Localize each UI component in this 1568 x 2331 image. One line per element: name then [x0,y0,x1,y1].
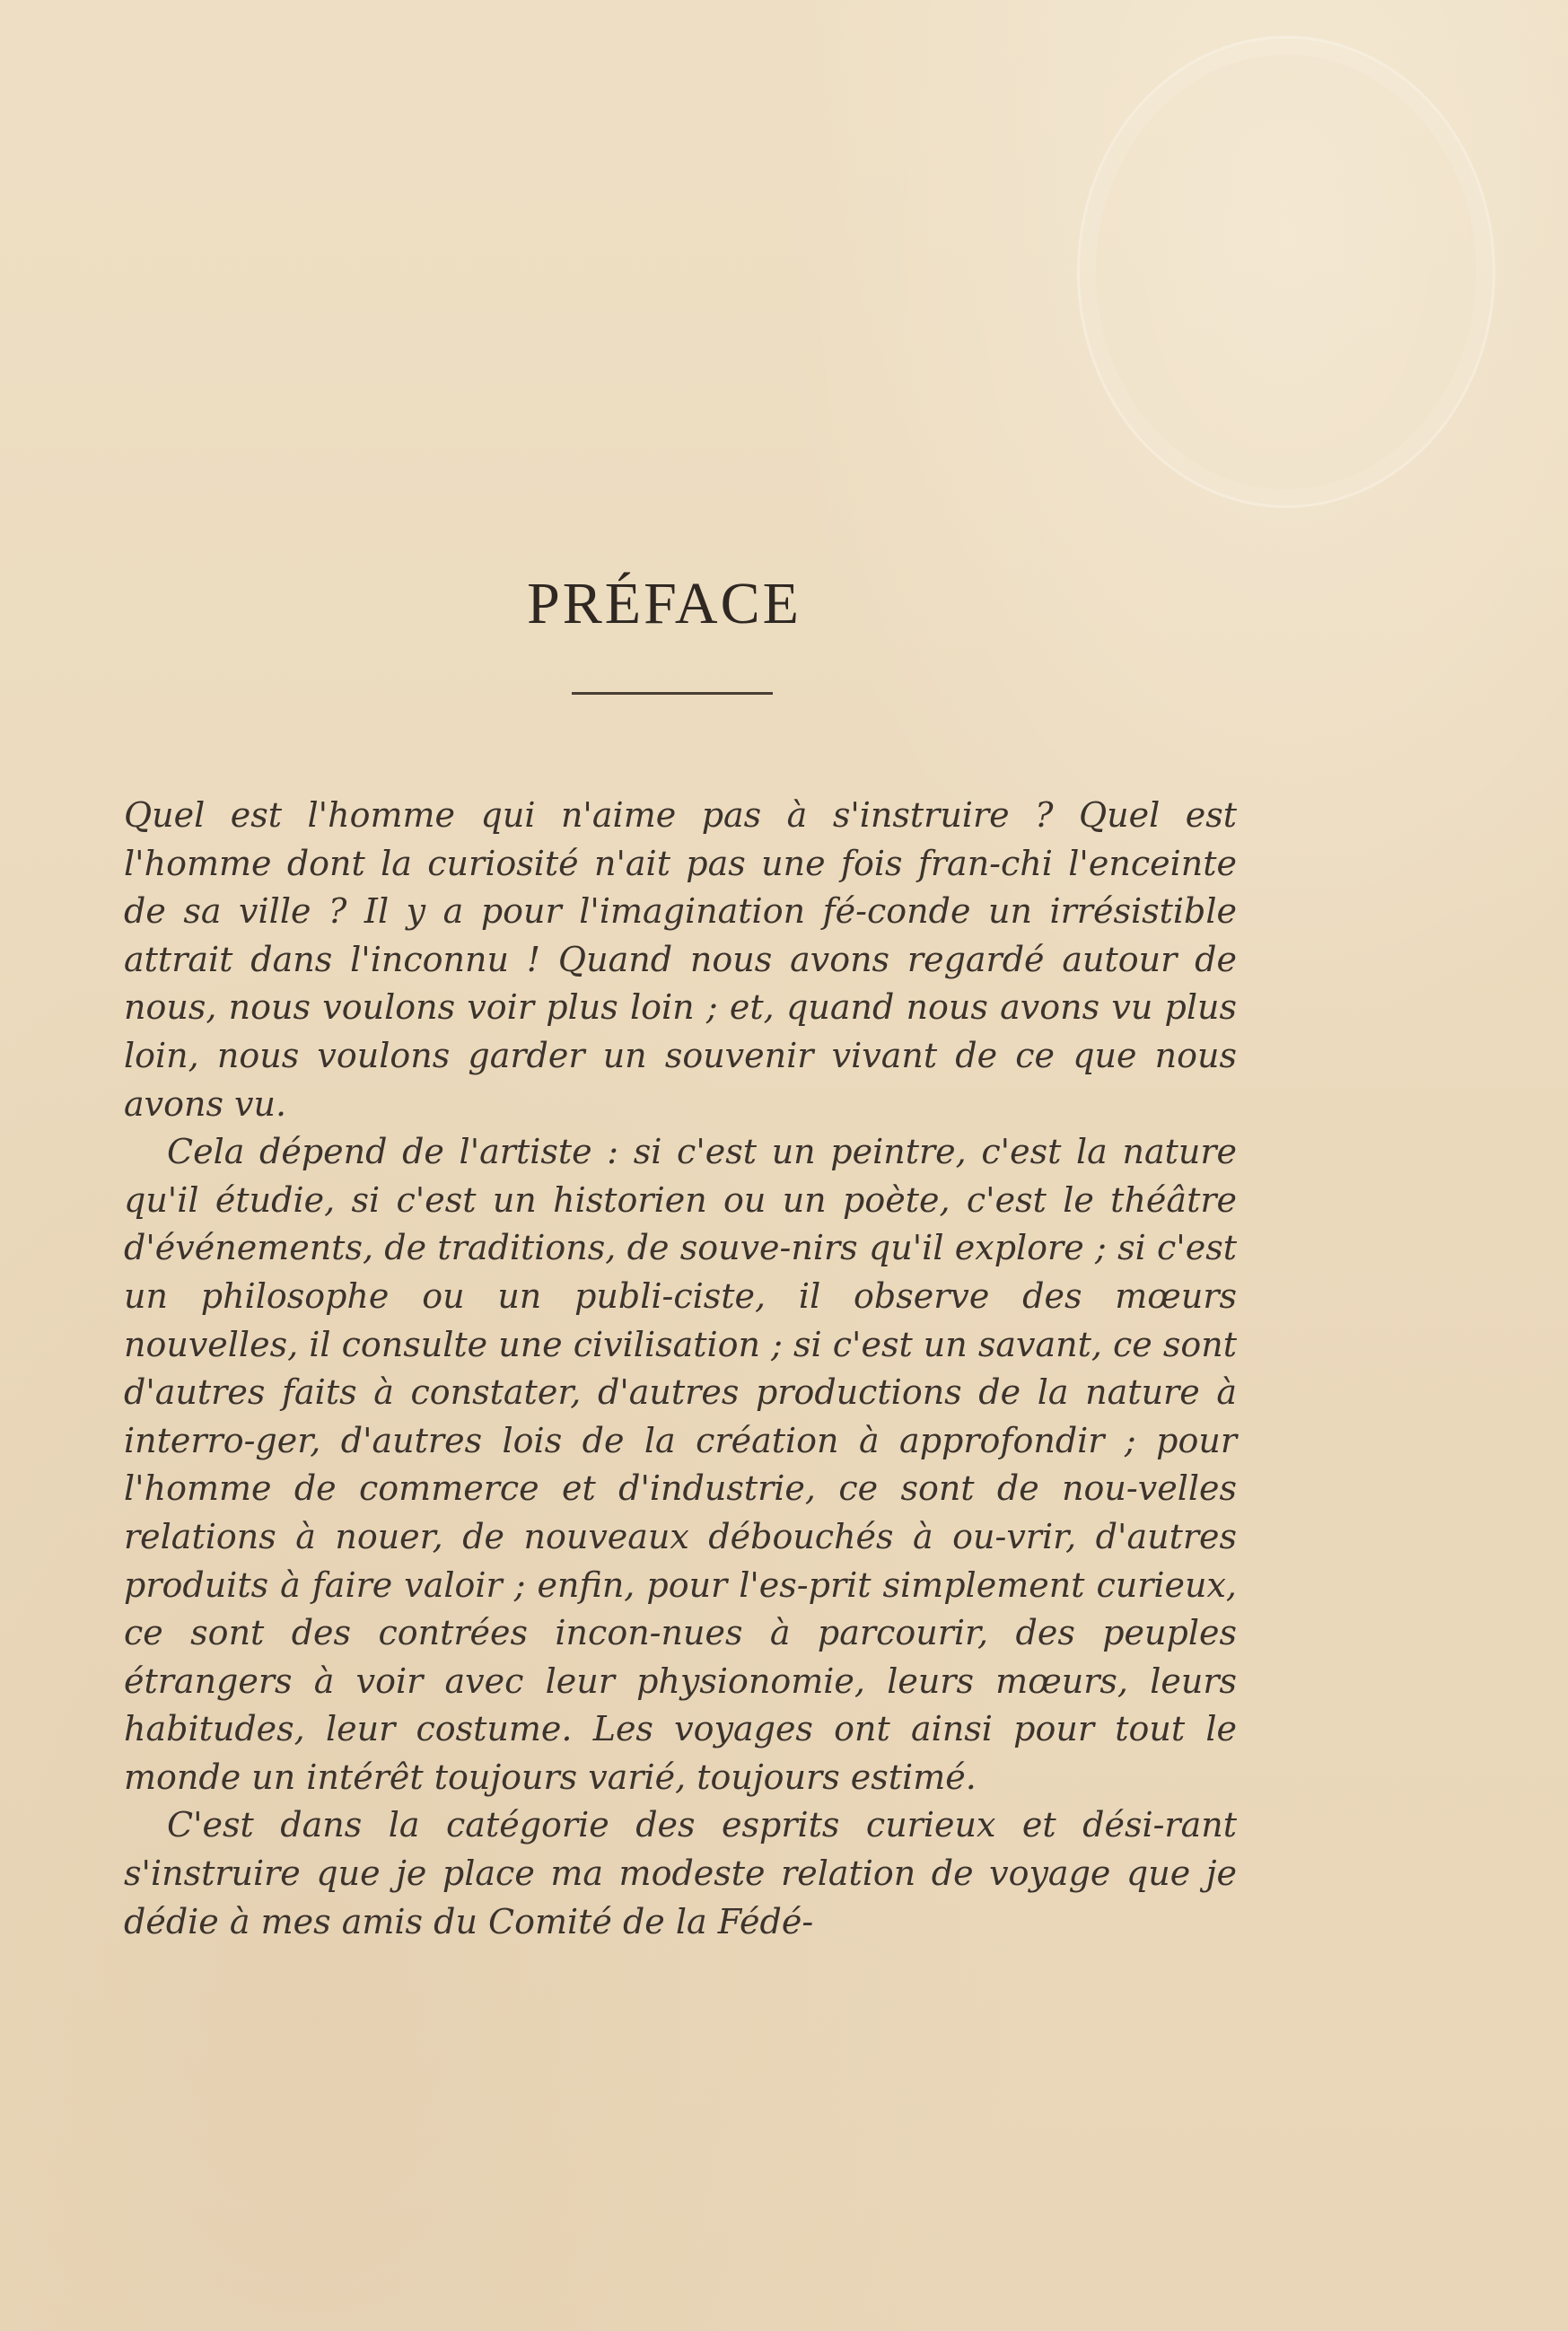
paragraph-3: C'est dans la catégorie des esprits curieux et dési-rant s'instruire que je place ma modeste relation de voyage que je dédie à mes amis du Comité de la Fédé- [124,1805,1237,1941]
title-divider [572,692,773,695]
page-title: PRÉFACE [527,571,802,636]
preface-body [124,792,1237,1946]
embossed-stamp [1077,36,1495,508]
paragraph-2: Cela dépend de l'artiste : si c'est un peintre, c'est la nature qu'il étudie, si c'est un historien ou un poète, c'est le théâtre d'événements, de traditions, de souve-nirs qu'il explore ; si c'est un philosophe ou un publi-ciste, il observe des mœurs nouvelles, il consulte une civilisation ; si c'est un savant, ce sont d'autres faits à constater, d'autres productions de la nature à interro-ger, d'autres lois de la création à approfondir ; pour l'homme de commerce et d'industrie, ce sont de nou-velles relations à nouer, de nouveaux débouchés à ou-vrir, d'autres produits à faire valoir ; enfin, pour l'es-prit simplement curieux, ce sont des contrées incon-nues à parcourir, des peuples étrangers à voir avec leur physionomie, leurs mœurs, leurs habitudes, leur costume. Les voyages ont ainsi pour tout le monde un intérêt toujours varié, toujours estimé. [124,1132,1237,1797]
paragraph-1: Quel est l'homme qui n'aime pas à s'instruire ? Quel est l'homme dont la curiosité n'ait pas une fois fran-chi l'enceinte de sa ville ? Il y a pour l'imagination fé-conde un irrésistible attrait dans l'inconnu ! Quand nous avons regardé autour de nous, nous voulons voir plus loin ; et, quand nous avons vu plus loin, nous voulons garder un souvenir vivant de ce que nous avons vu. [124,795,1237,1124]
